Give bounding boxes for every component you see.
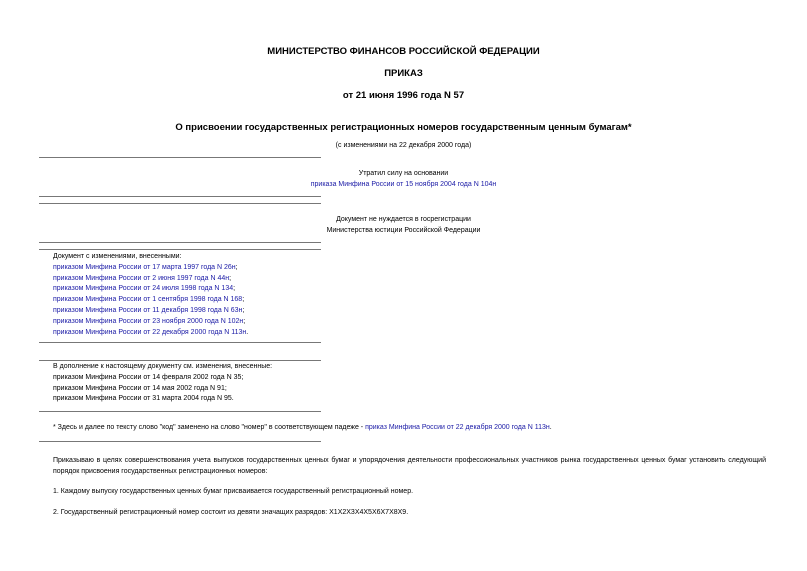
registration-line-1: Документ не нуждается в госрегистрации bbox=[336, 216, 471, 223]
lost-force-link[interactable]: приказа Минфина России от 15 ноября 2004 года N 104н bbox=[310, 181, 497, 188]
ministry-heading: МИНИСТЕРСТВО ФИНАНСОВ РОССИЙСКОЙ ФЕДЕРАЦИИ bbox=[267, 46, 540, 57]
divider bbox=[39, 342, 321, 343]
divider bbox=[39, 360, 321, 361]
change-link[interactable]: приказом Минфина России от 11 декабря 1998 года N 63н bbox=[53, 306, 243, 314]
change-link[interactable]: приказом Минфина России от 2 июня 1997 года N 44н bbox=[53, 274, 230, 282]
item-suffix: ; bbox=[229, 274, 232, 282]
footnote bbox=[53, 423, 552, 434]
divider bbox=[39, 441, 321, 442]
lost-force-link-row bbox=[0, 180, 807, 189]
lost-force-text: Утратил силу на основании bbox=[358, 170, 449, 177]
point-2: 2. Государственный регистрационный номер состоит из девяти значащих разрядов: X1X2X3X4X5X6X7X8X9. bbox=[53, 509, 409, 516]
footnote-text: * Здесь и далее по тексту слово "код" заменено на слово "номер" в соответствующем падеже - bbox=[53, 424, 366, 431]
list-item bbox=[53, 317, 248, 328]
list-item bbox=[53, 274, 248, 285]
point-1: 1. Каждому выпуску государственных ценных бумаг присваивается государственный регистрационный номер. bbox=[53, 488, 414, 495]
list-item: приказом Минфина России от 31 марта 2004 года N 95. bbox=[53, 395, 234, 403]
item-suffix: ; bbox=[235, 263, 238, 271]
item-suffix: ; bbox=[242, 296, 245, 304]
item-suffix: ; bbox=[242, 306, 245, 314]
list-item: приказом Минфина России от 14 февраля 2002 года N 35; bbox=[53, 373, 244, 381]
divider bbox=[39, 203, 321, 204]
divider bbox=[39, 411, 321, 412]
change-link[interactable]: приказом Минфина России от 22 декабря 2000 года N 113н bbox=[53, 328, 247, 336]
list-item bbox=[53, 284, 248, 295]
footnote-end: . bbox=[549, 424, 552, 431]
changes-block bbox=[53, 252, 248, 338]
list-item: приказом Минфина России от 14 мая 2002 года N 91; bbox=[53, 384, 227, 392]
preamble-paragraph: Приказываю в целях совершенствования учета выпусков государственных ценных бумаг и упорядочения деятельности профессиональных участников рынка государственных ценных бумаг установить следующий порядок присвоения государственных регистрационных номеров: bbox=[53, 457, 766, 475]
additional-intro: В дополнение к настоящему документу см. изменения, внесенные: bbox=[53, 363, 273, 370]
divider bbox=[39, 196, 321, 197]
document-title: О присвоении государственных регистрационных номеров государственным ценным бумагам* bbox=[175, 122, 632, 133]
registration-line-2: Министерства юстиции Российской Федерации bbox=[326, 227, 481, 234]
change-link[interactable]: приказом Минфина России от 24 июля 1998 года N 134 bbox=[53, 285, 234, 293]
divider bbox=[39, 249, 321, 250]
doc-type-heading: ПРИКАЗ bbox=[384, 68, 423, 79]
item-suffix: ; bbox=[243, 317, 246, 325]
date-number-heading: от 21 июня 1996 года N 57 bbox=[342, 90, 465, 101]
divider bbox=[39, 157, 321, 158]
list-item bbox=[53, 306, 248, 317]
item-suffix: . bbox=[246, 328, 249, 336]
list-item bbox=[53, 328, 248, 339]
amendment-note: (с изменениями на 22 декабря 2000 года) bbox=[335, 142, 472, 149]
change-link[interactable]: приказом Минфина России от 23 ноября 2000 года N 102н bbox=[53, 317, 244, 325]
additional-block bbox=[53, 362, 272, 405]
changes-intro: Документ с изменениями, внесенными: bbox=[53, 253, 182, 260]
item-suffix: ; bbox=[233, 285, 236, 293]
divider bbox=[39, 242, 321, 243]
list-item bbox=[53, 295, 248, 306]
change-link[interactable]: приказом Минфина России от 1 сентября 1998 года N 168 bbox=[53, 296, 243, 304]
change-link[interactable]: приказом Минфина России от 17 марта 1997 года N 26н bbox=[53, 263, 236, 271]
list-item bbox=[53, 263, 248, 274]
footnote-link[interactable]: приказ Минфина России от 22 декабря 2000 года N 113н bbox=[365, 424, 550, 431]
